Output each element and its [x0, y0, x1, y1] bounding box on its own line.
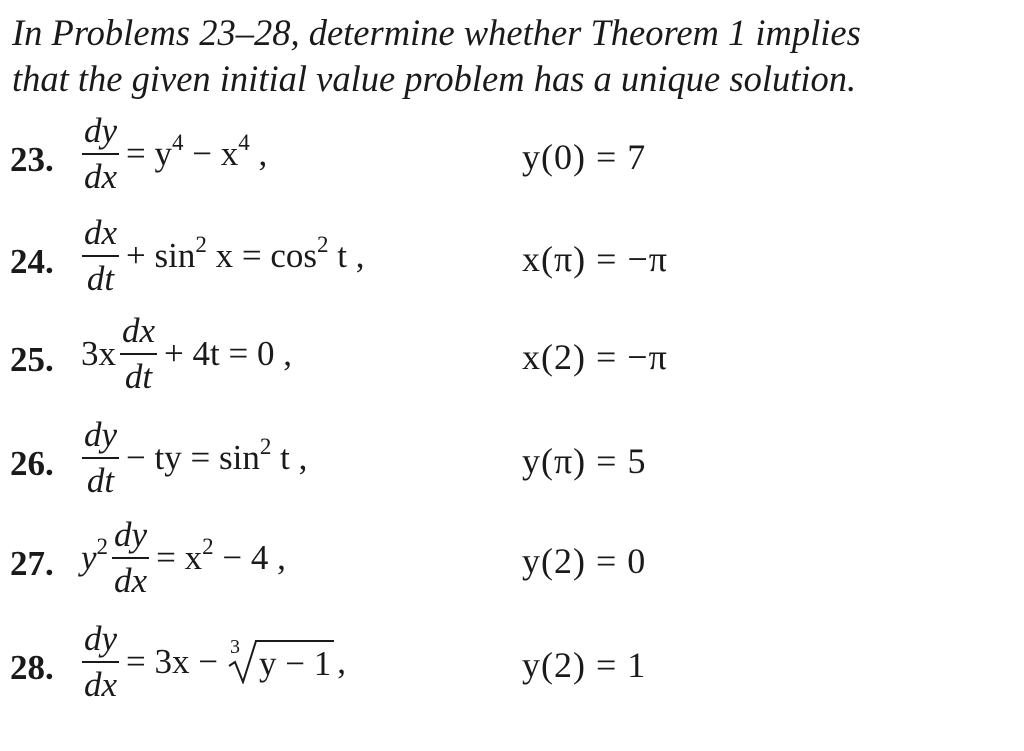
problem-26: [0, 416, 1024, 516]
radicand: y − 1: [255, 640, 334, 684]
equation-rhs: + 4t = 0 ,: [164, 334, 292, 373]
fraction-denominator: dt: [86, 259, 115, 298]
fraction-denominator: dt: [124, 357, 153, 396]
instructions-line-1: In Problems 23–28, determine whether Theorem 1 implies: [12, 12, 861, 53]
equation-rhs: = 3x −: [126, 642, 219, 681]
problem-number: 23.: [10, 140, 54, 179]
fraction-numerator: dx: [84, 213, 118, 252]
derivative-fraction: [82, 416, 119, 500]
problem-number: 26.: [10, 444, 54, 483]
derivative-fraction: [112, 516, 149, 600]
equation-prefix: $y^2$: [81, 534, 109, 577]
initial-condition: y(π) = 5: [522, 441, 647, 481]
problem-25: [0, 312, 1024, 412]
initial-condition: y(2) = 1: [522, 645, 647, 685]
problem-number: 28.: [10, 648, 54, 687]
initial-condition: y(0) = 7: [522, 137, 647, 177]
equation-prefix: 3x: [81, 334, 116, 373]
fraction-denominator: dx: [114, 561, 148, 600]
fraction-denominator: dx: [84, 665, 118, 704]
differential-equation: $\frac{dy}{dx}$ = $y^4 - x^4$ ,: [84, 111, 268, 196]
initial-condition: x(2) = −π: [522, 337, 668, 377]
derivative-fraction: [82, 620, 119, 704]
derivative-fraction: [82, 112, 119, 196]
derivative-fraction: [120, 312, 157, 396]
problem-number: 25.: [10, 340, 54, 379]
problem-number: 27.: [10, 544, 54, 583]
instructions-line-2: that the given initial value problem has a unique solution.: [12, 58, 857, 99]
cube-root: [227, 636, 334, 684]
fraction-denominator: dx: [84, 157, 118, 196]
differential-equation: $\frac{dy}{dx}$ = 3x − 3 y − 1 ,: [84, 619, 347, 704]
differential-equation: $\frac{dy}{dt}$ − ty = $\sin^2 t$ ,: [84, 415, 308, 500]
differential-equation: $\frac{dx}{dt}$ + $\sin^2 x = \cos^2 t$ ,: [84, 213, 365, 298]
problem-28: [0, 620, 1024, 720]
fraction-numerator: dy: [114, 515, 148, 554]
initial-condition: y(2) = 0: [522, 541, 647, 581]
fraction-denominator: dt: [86, 461, 115, 500]
differential-equation: [78, 312, 295, 396]
initial-condition: x(π) = −π: [522, 239, 668, 279]
problem-24: [0, 214, 1024, 314]
differential-equation: $y^2$ $\frac{dy}{dx}$ = $x^2 - 4$ ,: [78, 516, 289, 600]
problem-23: [0, 112, 1024, 212]
problem-27: [0, 516, 1024, 616]
fraction-numerator: dx: [122, 311, 156, 350]
derivative-fraction: [82, 214, 119, 298]
fraction-numerator: dy: [84, 111, 118, 150]
fraction-numerator: dy: [84, 619, 118, 658]
fraction-numerator: dy: [84, 415, 118, 454]
problem-number: 24.: [10, 242, 54, 281]
instructions-text: [12, 10, 1012, 102]
root-index: 3: [230, 636, 241, 658]
